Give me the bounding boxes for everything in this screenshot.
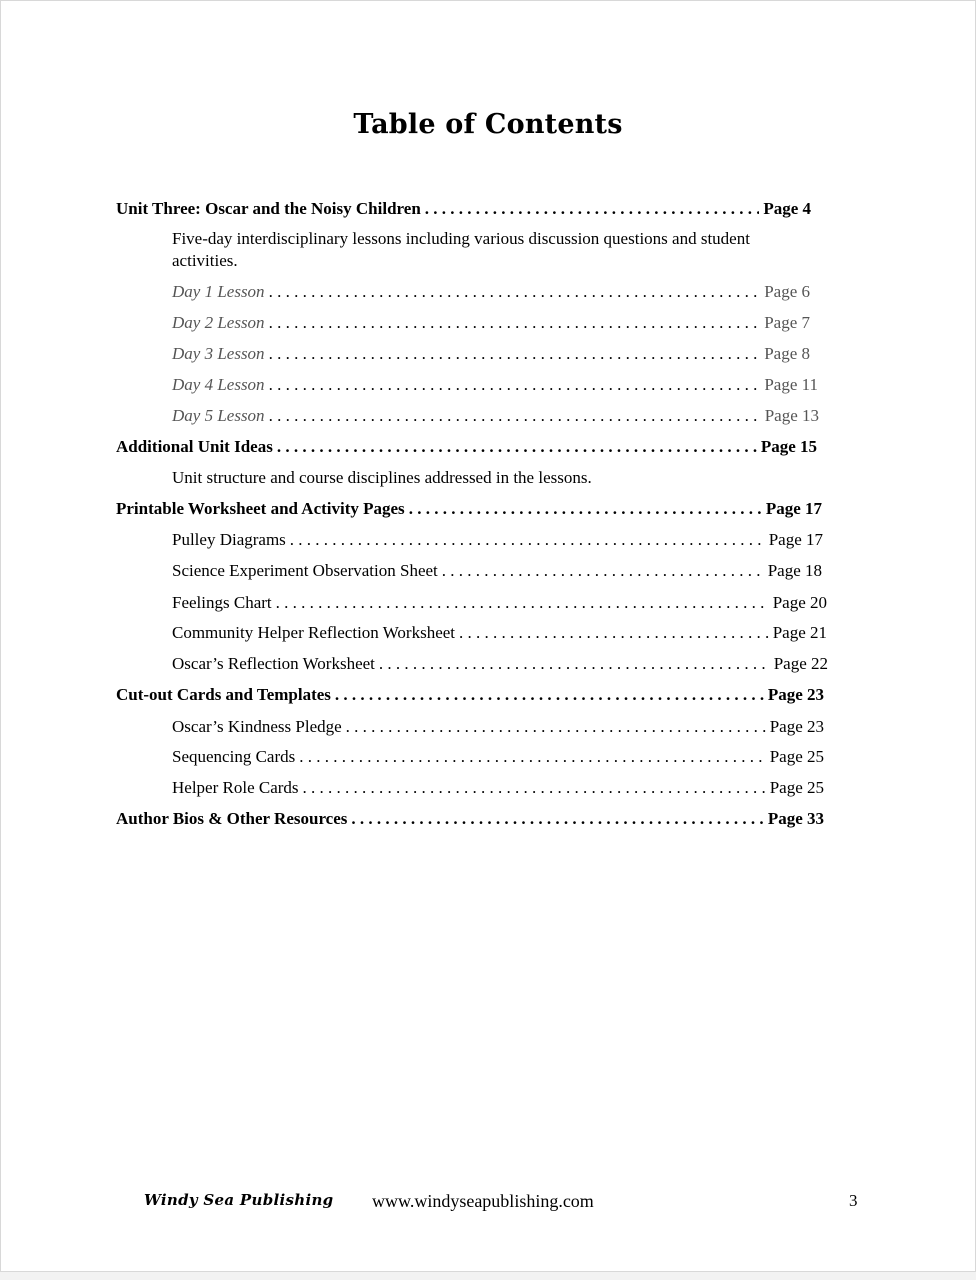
dot-leader (346, 716, 766, 738)
toc-entry-page: Page 25 (769, 778, 824, 797)
toc-entry-cutouts[interactable] (116, 684, 824, 706)
dot-leader (290, 529, 765, 551)
toc-entry-label: Additional Unit Ideas (116, 437, 273, 456)
toc-entry-page: Page 13 (764, 406, 819, 425)
dot-leader (269, 405, 761, 427)
publisher-url[interactable]: www.windyseapublishing.com (372, 1191, 594, 1211)
dot-leader (351, 808, 763, 830)
dot-leader (269, 312, 761, 334)
toc-entry-printables[interactable] (116, 498, 822, 520)
toc-entry-page: Page 15 (760, 437, 817, 456)
page-title: Table of Contents (353, 109, 623, 140)
dot-leader (269, 281, 761, 303)
dot-leader (335, 684, 764, 706)
toc-entry-label: Day 1 Lesson (172, 282, 265, 301)
toc-entry-label: Feelings Chart (172, 593, 272, 612)
toc-entry-sequencing-cards[interactable] (172, 746, 824, 768)
dot-leader (277, 436, 757, 458)
toc-entry-day-4[interactable] (172, 374, 818, 396)
toc-entry-page: Page 17 (765, 499, 822, 518)
toc-entry-day-5[interactable] (172, 405, 819, 427)
dot-leader (379, 653, 770, 675)
toc-entry-page: Page 21 (772, 623, 827, 642)
section-description: Unit structure and course disciplines addressed in the lessons. (172, 468, 592, 487)
dot-leader (269, 374, 761, 396)
dot-leader (276, 592, 769, 614)
toc-entry-page: Page 18 (767, 561, 822, 580)
dot-leader (425, 198, 760, 220)
toc-entry-label: Day 2 Lesson (172, 313, 265, 332)
toc-entry-label: Author Bios & Other Resources (116, 809, 348, 828)
toc-entry-label: Oscar’s Kindness Pledge (172, 717, 342, 736)
toc-entry-label: Printable Worksheet and Activity Pages (116, 499, 405, 518)
toc-entry-unit-three[interactable] (116, 198, 811, 220)
dot-leader (409, 498, 762, 520)
toc-entry-label: Cut-out Cards and Templates (116, 685, 331, 704)
toc-entry-community-helper[interactable] (172, 622, 827, 644)
toc-entry-page: Page 33 (767, 809, 824, 828)
toc-entry-page: Page 6 (764, 282, 810, 301)
dot-leader (303, 777, 766, 799)
toc-entry-day-1[interactable] (172, 281, 810, 303)
dot-leader (269, 343, 761, 365)
toc-entry-kindness-pledge[interactable] (172, 716, 824, 738)
toc-entry-label: Community Helper Reflection Worksheet (172, 623, 456, 642)
publisher-logo: Windy Sea Publishing (144, 1191, 334, 1209)
toc-entry-author-bios[interactable] (116, 808, 824, 830)
toc-entry-label: Sequencing Cards (172, 747, 296, 766)
toc-entry-label: Unit Three: Oscar and the Noisy Children (116, 199, 421, 218)
section-description: Five-day interdisciplinary lessons including various discussion questions and student activities. (172, 229, 750, 270)
toc-entry-page: Page 20 (772, 593, 827, 612)
toc-entry-label: Day 5 Lesson (172, 406, 265, 425)
toc-entry-page: Page 8 (764, 344, 810, 363)
toc-entry-helper-role-cards[interactable] (172, 777, 824, 799)
toc-entry-pulley-diagrams[interactable] (172, 529, 823, 551)
toc-entry-label: Helper Role Cards (172, 778, 299, 797)
dot-leader (299, 746, 765, 768)
toc-entry-additional-unit-ideas[interactable] (116, 436, 817, 458)
toc-entry-page: Page 25 (769, 747, 824, 766)
toc-entry-feelings-chart[interactable] (172, 592, 827, 614)
toc-entry-label: Pulley Diagrams (172, 530, 286, 549)
toc-entry-page: Page 17 (768, 530, 823, 549)
toc-entry-page: Page 4 (763, 199, 811, 218)
toc-entry-day-2[interactable] (172, 312, 810, 334)
toc-entry-page: Page 11 (764, 375, 818, 394)
toc-entry-page: Page 22 (773, 654, 828, 673)
toc-entry-page: Page 23 (767, 685, 824, 704)
toc-entry-label: Science Experiment Observation Sheet (172, 561, 438, 580)
toc-entry-page: Page 23 (769, 717, 824, 736)
toc-entry-science-observation[interactable] (172, 560, 822, 582)
dot-leader (442, 560, 764, 582)
dot-leader (459, 622, 769, 644)
page-number: 3 (849, 1191, 858, 1210)
toc-entry-label: Day 4 Lesson (172, 375, 265, 394)
toc-entry-day-3[interactable] (172, 343, 810, 365)
toc-entry-label: Oscar’s Reflection Worksheet (172, 654, 375, 673)
toc-entry-oscar-reflection[interactable] (172, 653, 828, 675)
toc-entry-page: Page 7 (764, 313, 810, 332)
table-of-contents (1, 1, 975, 1271)
toc-entry-label: Day 3 Lesson (172, 344, 265, 363)
